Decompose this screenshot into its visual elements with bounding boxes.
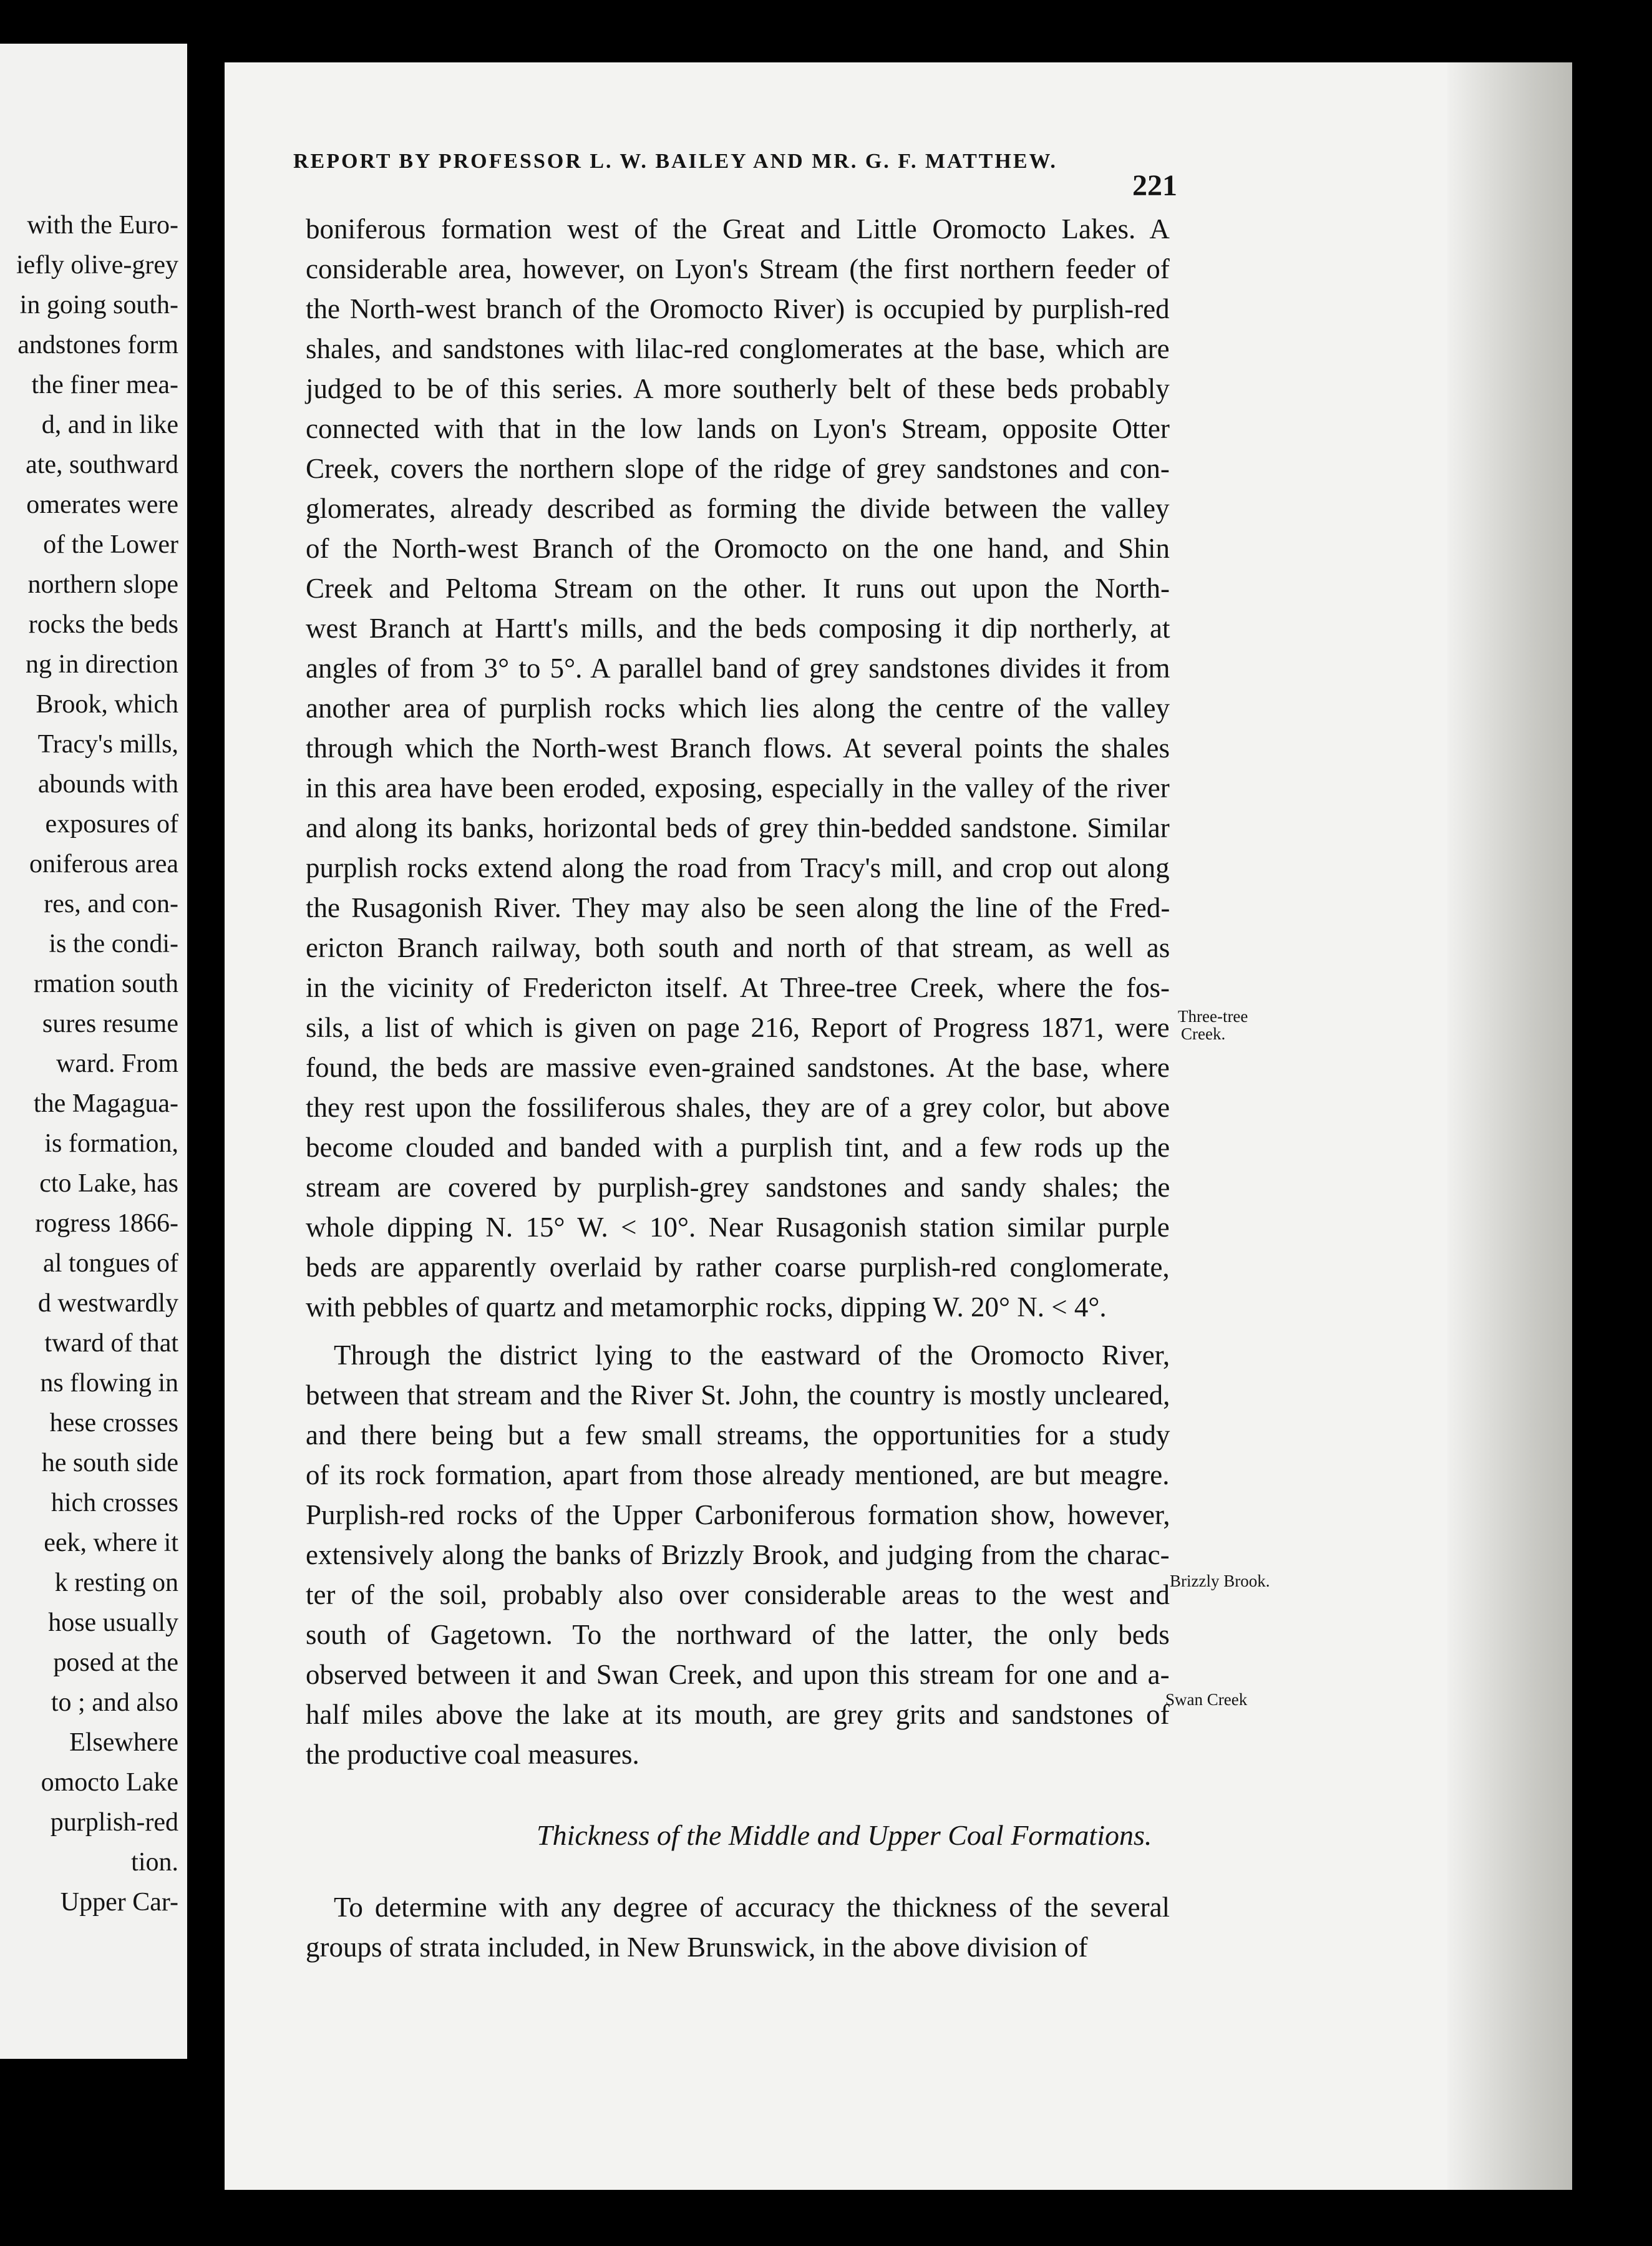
text-line: become clouded and banded with a purplish tint, and a few rods up the [306, 1132, 1170, 1163]
section-heading: Thickness of the Middle and Upper Coal Formations. [537, 1819, 1152, 1851]
left-facing-page [0, 44, 187, 2059]
page-number: 221 [1132, 169, 1177, 202]
left-page-line: he south side [41, 1449, 178, 1477]
margin-note-line: Creek. [1181, 1024, 1226, 1044]
text-line: boniferous formation west of the Great and Little Oromocto Lakes. A [306, 213, 1170, 245]
left-page-line: omerates were [26, 490, 178, 519]
text-line: judged to be of this series. A more southerly belt of these beds probably [306, 373, 1170, 404]
left-page-line: res, and con- [44, 890, 178, 918]
left-page-line: is the condi- [49, 930, 178, 958]
text-line: beds are apparently overlaid by rather coarse purplish-red conglomerate, [306, 1252, 1170, 1283]
left-page-line: Brook, which [36, 690, 178, 719]
text-line: extensively along the banks of Brizzly Brook, and judging from the charac- [306, 1539, 1170, 1570]
left-page-line: is formation, [44, 1129, 178, 1158]
text-line: observed between it and Swan Creek, and upon this stream for one and a- [306, 1659, 1170, 1690]
text-line: groups of strata included, in New Brunswick, in the above division of [306, 1932, 1088, 1963]
text-line: Purplish-red rocks of the Upper Carboniferous formation show, however, [306, 1499, 1170, 1530]
left-page-line: of the Lower [43, 530, 178, 559]
left-page-line: ng in direction [26, 650, 178, 679]
text-line: half miles above the lake at its mouth, are grey grits and sandstones of [306, 1699, 1170, 1730]
running-title: REPORT BY PROFESSOR L. W. BAILEY AND MR. G. F. MATTHEW. [293, 150, 1057, 173]
left-page-line: ate, southward [26, 450, 178, 479]
text-line: considerable area, however, on Lyon's Stream (the first northern feeder of [306, 253, 1170, 284]
text-line: sils, a list of which is given on page 216, Report of Progress 1871, were [306, 1012, 1170, 1043]
text-line: To determine with any degree of accuracy the thickness of the several [334, 1892, 1170, 1923]
page-gutter [187, 0, 225, 2246]
left-page-line: al tongues of [43, 1249, 178, 1278]
margin-note-brizzly-brook: Brizzly Brook. [1170, 1572, 1270, 1590]
text-line: the productive coal measures. [306, 1739, 639, 1770]
text-line: found, the beds are massive even-grained sandstones. At the base, where [306, 1052, 1170, 1083]
left-page-line: northern slope [27, 570, 178, 599]
text-line: another area of purplish rocks which lies along the centre of the valley [306, 693, 1170, 724]
text-line: of the North-west Branch of the Oromocto on the one hand, and Shin [306, 533, 1170, 564]
text-line: purplish rocks extend along the road from Tracy's mill, and crop out along [306, 852, 1170, 883]
left-page-line: tward of that [44, 1329, 178, 1358]
text-line: of its rock formation, apart from those already mentioned, are but meagre. [306, 1459, 1170, 1490]
left-page-line: the Magagua- [33, 1089, 178, 1118]
text-line: the Rusagonish River. They may also be seen along the line of the Fred- [306, 892, 1170, 923]
left-page-line: hose usually [48, 1608, 178, 1637]
margin-note-line: Three-tree [1178, 1007, 1248, 1026]
page [225, 62, 1572, 2190]
left-page-line: to ; and also [51, 1688, 178, 1717]
text-line: in this area have been eroded, exposing, especially in the valley of the river [306, 772, 1170, 804]
left-page-line: ns flowing in [40, 1369, 178, 1398]
left-page-line: oniferous area [29, 850, 178, 878]
left-page-line: posed at the [53, 1648, 178, 1677]
text-line: glomerates, already described as forming the divide between the valley [306, 493, 1170, 524]
left-page-line: abounds with [37, 770, 178, 799]
text-line: the North-west branch of the Oromocto River) is occupied by purplish-red [306, 293, 1170, 324]
left-page-line: andstones form [17, 331, 178, 359]
text-line: and along its banks, horizontal beds of grey thin-bedded sandstone. Similar [306, 812, 1170, 843]
left-page-line: ward. From [56, 1049, 178, 1078]
left-page-line: rmation south [33, 970, 178, 998]
left-page-line: hich crosses [51, 1489, 178, 1517]
left-page-line: eek, where it [44, 1529, 178, 1557]
left-page-line: tion. [131, 1848, 178, 1877]
text-line: between that stream and the River St. John, the country is mostly uncleared, [306, 1379, 1170, 1411]
text-line: Creek and Peltoma Stream on the other. It runs out upon the North- [306, 573, 1170, 604]
left-page-line: omocto Lake [41, 1768, 178, 1797]
text-line: ericton Branch railway, both south and north of that stream, as well as [306, 932, 1170, 963]
text-line: whole dipping N. 15° W. < 10°. Near Rusagonish station similar purple [306, 1212, 1170, 1243]
left-page-line: d westwardly [37, 1289, 178, 1318]
page-edge-shading [1447, 62, 1572, 2190]
left-page-line: purplish-red [50, 1808, 178, 1837]
text-line: ter of the soil, probably also over considerable areas to the west and [306, 1579, 1170, 1610]
left-page-line: with the Euro- [27, 211, 178, 240]
text-line: and there being but a few small streams, the opportunities for a study [306, 1419, 1170, 1451]
text-line: through which the North-west Branch flows. At several points the shales [306, 732, 1170, 764]
text-line: west Branch at Hartt's mills, and the beds composing it dip northerly, at [306, 613, 1170, 644]
left-page-line: sures resume [42, 1009, 178, 1038]
left-page-line: Tracy's mills, [37, 730, 178, 759]
text-line: connected with that in the low lands on Lyon's Stream, opposite Otter [306, 413, 1170, 444]
text-line: Creek, covers the northern slope of the ridge of grey sandstones and con- [306, 453, 1170, 484]
left-page-line: exposures of [45, 810, 178, 839]
left-page-line: rocks the beds [28, 610, 178, 639]
text-line: in the vicinity of Fredericton itself. At Three-tree Creek, where the fos- [306, 972, 1170, 1003]
left-page-line: rogress 1866- [35, 1209, 178, 1238]
text-line: south of Gagetown. To the northward of the latter, the only beds [306, 1619, 1170, 1650]
text-line: angles of from 3° to 5°. A parallel band of grey sandstones divides it from [306, 653, 1170, 684]
margin-note-three-tree-creek [1178, 1008, 1248, 1043]
left-page-line: iefly olive-grey [16, 251, 178, 280]
margin-note-swan-creek: Swan Creek [1165, 1690, 1248, 1709]
text-line: shales, and sandstones with lilac-red conglomerates at the base, which are [306, 333, 1170, 364]
left-page-line: d, and in like [41, 411, 178, 439]
left-page-line: in going south- [19, 291, 178, 319]
left-page-line: k resting on [54, 1568, 178, 1597]
left-page-line: hese crosses [49, 1409, 178, 1437]
text-line: they rest upon the fossiliferous shales, they are of a grey color, but above [306, 1092, 1170, 1123]
left-page-line: Elsewhere [69, 1728, 178, 1757]
left-page-line: cto Lake, has [39, 1169, 178, 1198]
text-line: stream are covered by purplish-grey sandstones and sandy shales; the [306, 1172, 1170, 1203]
text-line: Through the district lying to the eastward of the Oromocto River, [334, 1339, 1170, 1371]
text-line: with pebbles of quartz and metamorphic rocks, dipping W. 20° N. < 4°. [306, 1291, 1107, 1323]
left-page-line: Upper Car- [60, 1888, 178, 1917]
left-page-line: the finer mea- [31, 371, 178, 399]
